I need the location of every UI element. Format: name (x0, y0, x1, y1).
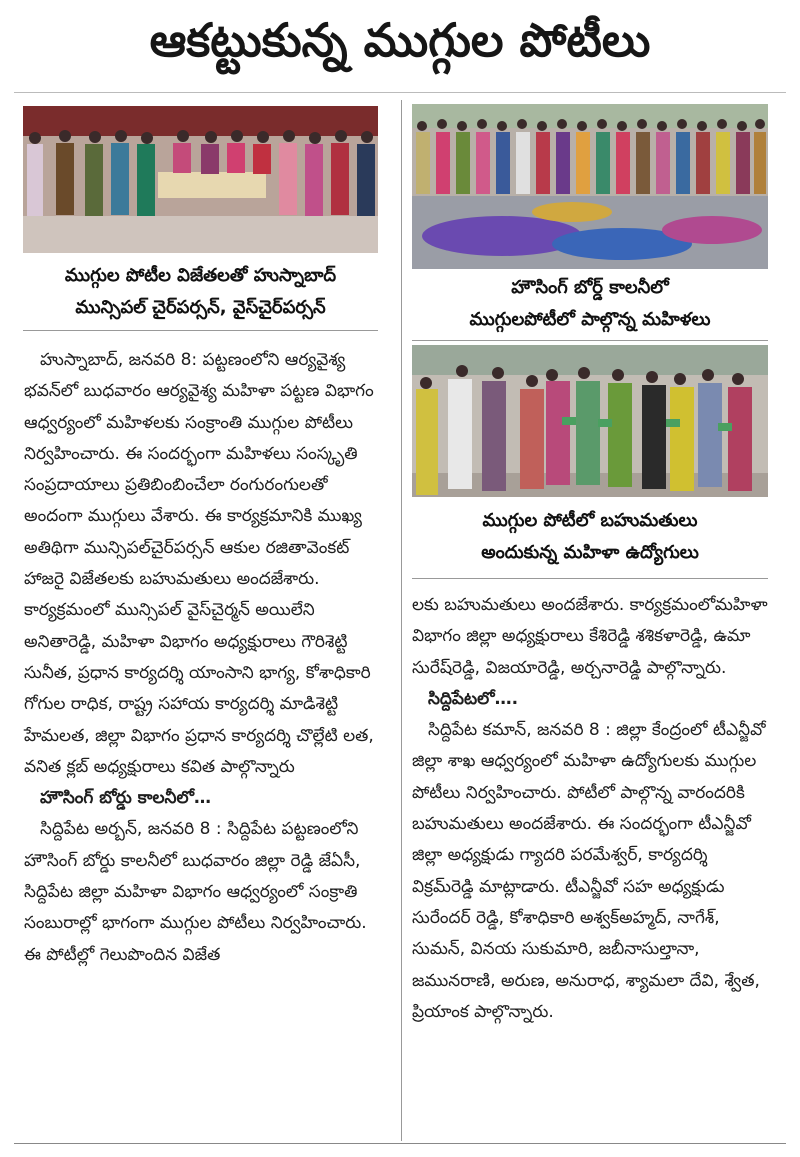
caption-2-rule (412, 340, 768, 341)
paragraph-siddipet-kaman: సిద్దిపేట కమాన్, జనవరి 8 : జిల్లా కేంద్రంలో టీఎన్జీవో జిల్లా శాఖ ఆధ్వర్యంలో మహిళా ఉద్యోగులకు ముగ్గుల పోటీలు నిర్వహించారు. పోటీలో పాల్గొన్న వారందరికి బహుమతులు అందజేశారు. ఈ సందర్భంగా టీఎన్జీవో జిల్లా అధ్యక్షుడు గ్యాదరి పరమేశ్వర్, కార్యదర్శి విక్రమ్‌రెడ్డి మాట్లాడారు. టీఎన్జీవో సహ అధ్యక్షుడు సురేందర్ రెడ్డి, కోశాధికారి అశ్వక్‌అహ్మద్, నాగేశ్, సుమన్, వినయ సుకుమారి, జబీనాసుల్తానా, జమునరాణి, అరుణ, అనురాధ, శ్యామలా దేవి, శ్వేత, ప్రియాంక పాల్గొన్నారు. (412, 720, 766, 1022)
subheading-housing-board: హౌసింగ్ బోర్డు కాలనీలో… (40, 788, 211, 809)
column-divider (401, 100, 402, 1141)
caption-photo-1: ముగ్గుల పోటీల విజేతలతో హుస్నాబాద్ మున్సిపల్ చైర్‌పర్సన్, వైస్‌చైర్‌పర్సన్ (64, 265, 337, 318)
caption-1-rule (23, 330, 378, 331)
subheading-siddipet: సిద్దిపేటలో…. (428, 688, 519, 709)
article-right-column (412, 590, 768, 1028)
bottom-rule (14, 1143, 786, 1144)
photo-women-employees-receiving-prizes (412, 345, 768, 497)
paragraph-continued: లకు బహుమతులు అందజేశారు. కార్యక్రమంలోమహిళా విభాగం జిల్లా అధ్యక్షురాలు కేశిరెడ్డి శశికళారెడ్డి, ఉమా సురేష్‌రెడ్డి, విజయారెడ్డి, అర్చనారెడ్డి పాల్గొన్నారు. (412, 595, 768, 678)
photo-housing-board-colony-participants (412, 104, 768, 269)
photo-prize-winners-with-chairperson (23, 106, 378, 253)
headline: ఆకట్టుకున్న ముగ్గుల పోటీలు (149, 13, 651, 67)
caption-photo-3: ముగ్గుల పోటీలో బహుమతులు అందుకున్న మహిళా ఉద్యోగులు (481, 510, 699, 563)
caption-photo-2: హౌసింగ్ బోర్డ్ కాలనీలో ముగ్గులపోటీలో పాల్గొన్న మహిళలు (469, 277, 711, 330)
article-left-column (24, 345, 380, 971)
caption-3-rule (412, 578, 768, 579)
paragraph-siddipet-urban: సిద్దిపేట అర్బన్, జనవరి 8 : సిద్దిపేట పట్టణంలోని హౌసింగ్ బోర్డు కాలనీలో బుధవారం జిల్లా రెడ్డి జేఏసీ, సిద్దిపేట జిల్లా మహిళా విభాగం ఆధ్వర్యంలో సంక్రాతి సంబురాల్లో భాగంగా ముగ్గుల పోటీలు నిర్వహించారు. ఈ పోటీల్లో గెలుపొందిన విజేత (24, 819, 367, 965)
paragraph-husnabad: హుస్నాబాద్, జనవరి 8: పట్టణంలోని ఆర్యవైశ్య భవన్‌లో బుధవారం ఆర్యవైశ్య మహిళా పట్టణ విభాగం ఆధ్వర్యంలో మహిళలకు సంక్రాంతి ముగ్గుల పోటీలు నిర్వహించారు. ఈ సందర్భంగా మహిళలు సంస్కృతి సంప్రదాయాలు ప్రతిబింబించేలా రంగురంగులతో అందంగా ముగ్గులు వేశారు. ఈ కార్యక్రమానికి ముఖ్య అతిథిగా మున్సిపల్‌చైర్‌పర్సన్ ఆకుల రజితావెంకట్ హాజరై విజేతలకు బహుమతులు అందజేశారు. కార్యక్రమంలో మున్సిపల్ వైస్‌చైర్మన్ అయిలేని అనితారెడ్డి, మహిళా విభాగం అధ్యక్షురాలు గౌరిశెట్టి సునీత, ప్రధాన కార్యదర్శి యాంసాని భాగ్య, కోశాధికారి గోగుల రాధిక, రాష్ట్ర సహాయ కార్యదర్శి మాడిశెట్టి హేమలత, జిల్లా విభాగం ప్రధాన కార్యదర్శి చొల్లేటి లత, వనిత క్లబ్ అధ్యక్షురాలు కవిత పాల్గొన్నారు (24, 350, 374, 777)
top-rule (14, 92, 786, 93)
